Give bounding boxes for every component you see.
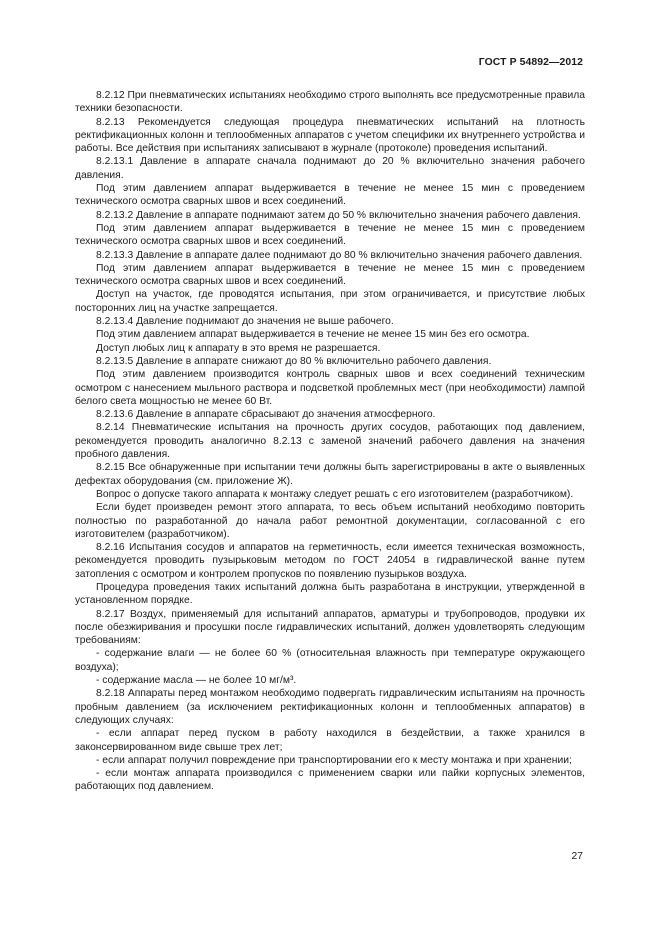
paragraph: 8.2.15 Все обнаруженные при испытании течи должны быть зарегистрированы в акте о выявленных дефектах оборудования (см. приложение Ж).: [75, 462, 585, 487]
paragraph: Под этим давлением аппарат выдерживается в течение не менее 15 мин без его осмотра.: [96, 329, 530, 341]
paragraph: 8.2.16 Испытания сосудов и аппаратов на герметичность, если имеется техническая возможность, рекомендуется проводить пузырьковым методом по ГОСТ 24054 в гидравлической ванне путем затопления с осмотром и контролем пропусков по появлению пузырьков воздуха.: [75, 542, 585, 580]
paragraph: Под этим давлением аппарат выдерживается в течение не менее 15 мин с проведением технического осмотра сварных швов и всех соединений.: [75, 222, 585, 248]
list-item: - содержание масла — не более 10 мг/м³.: [96, 675, 297, 687]
paragraph: Процедура проведения таких испытаний должна быть разработана в инструкции, утвержденной в установленном порядке.: [75, 581, 585, 607]
page-number: 27: [571, 851, 583, 862]
paragraph: 8.2.12 При пневматических испытаниях необходимо строго выполнять все предусмотренные правила техники безопасности.: [75, 90, 585, 115]
document-body: [75, 89, 585, 794]
paragraph: 8.2.17 Воздух, применяемый для испытаний аппаратов, арматуры и трубопроводов, продувки их после обезжиривания и просушки после гидравлических испытаний, должен удовлетворять следующим требованиям:: [75, 608, 585, 647]
paragraph: Если будет произведен ремонт этого аппарата, то весь объем испытаний необходимо повторить полностью по разработанной до начала работ ремонтной документации, согласованной с его изготовителем (разработчиком).: [75, 502, 585, 540]
paragraph: Вопрос о допуске такого аппарата к монтажу следует решать с его изготовителем (разработчиком).: [96, 488, 574, 500]
paragraph: 8.2.14 Пневматические испытания на прочность других сосудов, работающих под давлением, рекомендуется проводить аналогично 8.2.13 с заменой значений рабочего давления на значения пробного давления.: [75, 422, 585, 461]
paragraph: 8.2.18 Аппараты перед монтажом необходимо подвергать гидравлическим испытаниям на прочность пробным давлением (за исключением ректификационных колонн и теплообменных аппаратов) в следующих случаях:: [75, 688, 585, 726]
list-item: - если монтаж аппарата производился с применением сварки или пайки корпусных элементов, работающих под давлением.: [75, 768, 585, 793]
document-code: ГОСТ Р 54892—2012: [478, 57, 583, 68]
paragraph: 8.2.13 Рекомендуется следующая процедура пневматических испытаний на плотность ректификационных колонн и теплообменных аппаратов с учетом специфики их внутреннего устройства и работы. Все действия при испытаниях записывают в журнале (протоколе) проведения испытаний.: [75, 116, 585, 155]
paragraph: 8.2.13.4 Давление поднимают до значения не выше рабочего.: [96, 316, 394, 328]
paragraph: 8.2.13.3 Давление в аппарате далее поднимают до 80 % включительно значения рабочего давления.: [96, 249, 583, 261]
paragraph: Под этим давлением аппарат выдерживается в течение не менее 15 мин с проведением технического осмотра сварных швов и всех соединений.: [75, 183, 585, 208]
paragraph: 8.2.13.1 Давление в аппарате сначала поднимают до 20 % включительно значения рабочего давления.: [75, 156, 585, 181]
paragraph: 8.2.13.6 Давление в аппарате сбрасывают до значения атмосферного.: [96, 409, 436, 421]
paragraph: Доступ на участок, где проводятся испытания, при этом ограничивается, и присутствие любых посторонних лиц на участке запрещается.: [75, 289, 585, 314]
list-item: - если аппарат перед пуском в работу находился в бездействии, а также хранился в законсервированном виде свыше трех лет;: [75, 728, 585, 753]
paragraph: 8.2.13.2 Давление в аппарате поднимают затем до 50 % включительно значения рабочего давления.: [96, 209, 581, 221]
paragraph: 8.2.13.5 Давление в аппарате снижают до 80 % включительно рабочего давления.: [96, 355, 492, 367]
list-item: - если аппарат получил повреждение при транспортировании его к месту монтажа и при хранении;: [96, 754, 572, 766]
paragraph: Доступ любых лиц к аппарату в это время не разрешается.: [96, 342, 381, 354]
list-item: - содержание влаги — не более 60 % (относительная влажность при температуре окружающего воздуха);: [75, 648, 585, 673]
paragraph: Под этим давлением аппарат выдерживается в течение не менее 15 мин с проведением технического осмотра сварных швов и всех соединений.: [75, 262, 585, 288]
paragraph: Под этим давлением производится контроль сварных швов и всех соединений техническим осмотром с нанесением мыльного раствора и подсветкой проблемных мест (при необходимости) лампой белого света мощностью не менее 60 Вт.: [75, 369, 585, 407]
